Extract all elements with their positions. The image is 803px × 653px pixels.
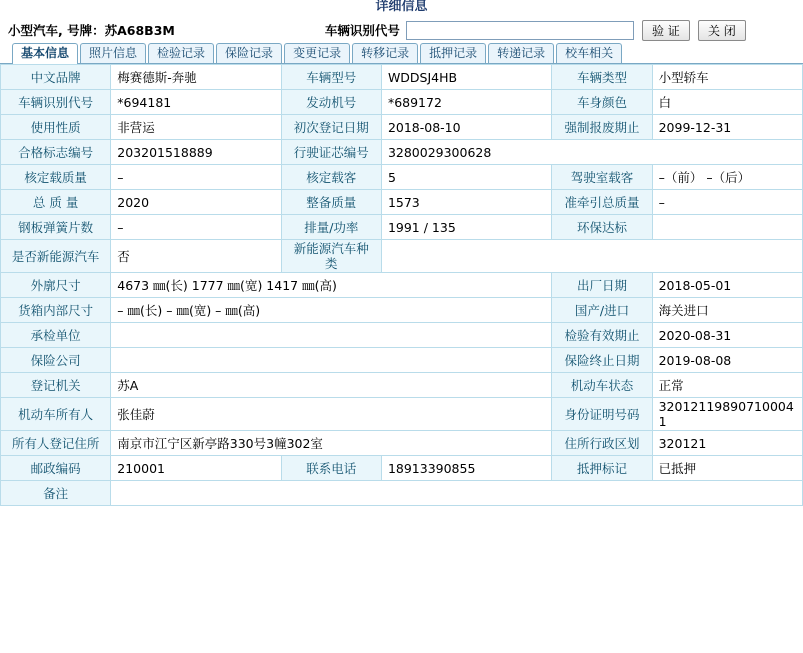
mortgage-mark-value: 已抵押 [652,456,802,481]
factory-date-label: 出厂日期 [552,273,652,298]
table-row [1,273,803,298]
close-button[interactable]: 关 闭 [698,20,746,41]
seats-label: 核定载客 [281,165,381,190]
certificate-no-value: 203201518889 [111,140,281,165]
table-row [1,190,803,215]
vin-search-input[interactable] [406,21,634,40]
curb-mass-label: 整备质量 [281,190,381,215]
tab-delivery-records[interactable]: 转递记录 [488,43,554,63]
gross-mass-label: 总 质 量 [1,190,111,215]
plate-text: 小型汽车, 号牌：苏A68B3M [8,23,175,38]
first-registration-value: 2018-08-10 [381,115,551,140]
tab-photo-info[interactable]: 照片信息 [80,43,146,63]
registration-authority-value: 苏A [111,373,552,398]
table-row [1,431,803,456]
table-row [1,65,803,90]
table-row [1,323,803,348]
scrap-deadline-value: 2099-12-31 [652,115,802,140]
load-mass-label: 核定载质量 [1,165,111,190]
seats-value: 5 [381,165,551,190]
phone-label: 联系电话 [281,456,381,481]
load-mass-value: – [111,165,281,190]
table-row [1,456,803,481]
table-row [1,215,803,240]
tab-transfer-records[interactable]: 转移记录 [352,43,418,63]
remark-value [111,481,803,506]
tab-inspection-records[interactable]: 检验记录 [148,43,214,63]
remark-label: 备注 [1,481,111,506]
owner-label: 机动车所有人 [1,398,111,431]
address-value: 南京市江宁区新亭路330号3幢302室 [111,431,552,456]
table-row [1,115,803,140]
tow-mass-label: 准牵引总质量 [552,190,652,215]
emission-standard-label: 环保达标 [552,215,652,240]
inspection-unit-label: 承检单位 [1,323,111,348]
displacement-power-label: 排量/功率 [281,215,381,240]
postcode-value: 210001 [111,456,281,481]
new-energy-value: 否 [111,240,281,273]
tab-insurance-records[interactable]: 保险记录 [216,43,282,63]
tab-school-bus[interactable]: 校车相关 [556,43,622,63]
engine-value: *689172 [381,90,551,115]
origin-value: 海关进口 [652,298,802,323]
brand-value: 梅赛德斯-奔驰 [111,65,281,90]
scrap-deadline-label: 强制报废期止 [552,115,652,140]
spring-count-label: 钢板弹簧片数 [1,215,111,240]
phone-value: 18913390855 [381,456,551,481]
vehicle-status-label: 机动车状态 [552,373,652,398]
inspection-valid-label: 检验有效期止 [552,323,652,348]
spring-count-value: – [111,215,281,240]
model-value: WDDSJ4HB [381,65,551,90]
table-row [1,398,803,431]
dimension-label: 外廓尺寸 [1,273,111,298]
new-energy-type-value [381,240,802,273]
address-label: 所有人登记住所 [1,431,111,456]
vin-search-label: 车辆识别代号 [324,23,400,38]
owner-value: 张佳蔚 [111,398,552,431]
tab-change-records[interactable]: 变更记录 [284,43,350,63]
license-chip-value: 3280029300628 [381,140,802,165]
insurance-end-value: 2019-08-08 [652,348,802,373]
table-row [1,481,803,506]
id-number-label: 身份证明号码 [552,398,652,431]
brand-label: 中文品牌 [1,65,111,90]
tow-mass-value: – [652,190,802,215]
insurance-end-label: 保险终止日期 [552,348,652,373]
body-color-value: 白 [652,90,802,115]
table-row [1,348,803,373]
inspection-valid-value: 2020-08-31 [652,323,802,348]
gross-mass-value: 2020 [111,190,281,215]
model-label: 车辆型号 [281,65,381,90]
vehicle-type-label: 车辆类型 [552,65,652,90]
cargo-dimension-label: 货箱内部尺寸 [1,298,111,323]
vin-value: *694181 [111,90,281,115]
registration-authority-label: 登记机关 [1,373,111,398]
engine-label: 发动机号 [281,90,381,115]
mortgage-mark-label: 抵押标记 [552,456,652,481]
table-row [1,140,803,165]
postcode-label: 邮政编码 [1,456,111,481]
vehicle-status-value: 正常 [652,373,802,398]
table-row [1,298,803,323]
vehicle-detail-table [0,64,803,506]
district-code-value: 320121 [652,431,802,456]
curb-mass-value: 1573 [381,190,551,215]
cab-seats-value: –（前） –（后） [652,165,802,190]
id-number-value: 320121198907100041 [652,398,802,431]
verify-button[interactable]: 验 证 [642,20,690,41]
license-chip-label: 行驶证芯编号 [281,140,381,165]
new-energy-label: 是否新能源汽车 [1,240,111,273]
plate-bar [0,16,803,42]
table-row [1,90,803,115]
tab-bar [0,42,803,64]
use-nature-label: 使用性质 [1,115,111,140]
insurance-company-label: 保险公司 [1,348,111,373]
vin-label: 车辆识别代号 [1,90,111,115]
emission-standard-value [652,215,802,240]
cargo-dimension-value: – ㎜(长) – ㎜(宽) – ㎜(高) [111,298,552,323]
origin-label: 国产/进口 [552,298,652,323]
table-row [1,165,803,190]
body-color-label: 车身颜色 [552,90,652,115]
certificate-no-label: 合格标志编号 [1,140,111,165]
insurance-company-value [111,348,552,373]
first-registration-label: 初次登记日期 [281,115,381,140]
cab-seats-label: 驾驶室载客 [552,165,652,190]
new-energy-type-label: 新能源汽车种类 [281,240,381,273]
use-nature-value: 非营运 [111,115,281,140]
window-title: 详细信息 [375,0,428,14]
table-row [1,373,803,398]
displacement-power-value: 1991 / 135 [381,215,551,240]
tab-mortgage-records[interactable]: 抵押记录 [420,43,486,63]
factory-date-value: 2018-05-01 [652,273,802,298]
tab-basic-info[interactable]: 基本信息 [12,43,78,64]
vehicle-type-value: 小型轿车 [652,65,802,90]
district-code-label: 住所行政区划 [552,431,652,456]
dimension-value: 4673 ㎜(长) 1777 ㎜(宽) 1417 ㎜(高) [111,273,552,298]
table-row [1,240,803,273]
inspection-unit-value [111,323,552,348]
